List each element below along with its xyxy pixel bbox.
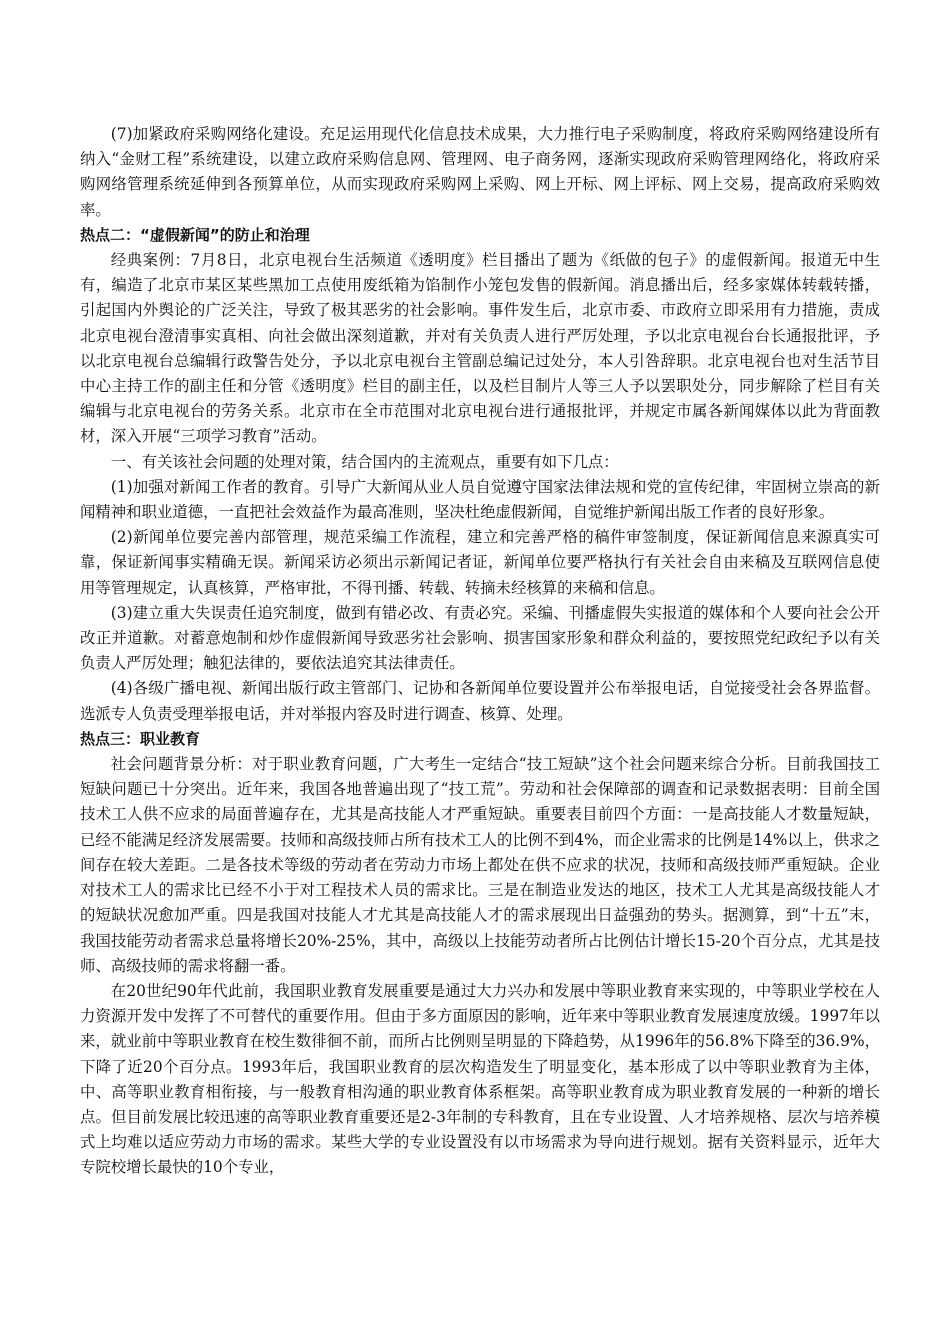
section-heading-vocational-education: 热点三：职业教育 xyxy=(80,729,201,748)
paragraph-measure-2: (2)新闻单位要完善内部管理，规范采编工作流程，建立和完善严格的稿件审签制度，保证新闻信息来源真实可靠，保证新闻事实精确无误。新闻采访必须出示新闻记者证，新闻单位要严格执行有关社会自由来稿及互联网信息使用等管理规定，认真核算，严格审批，不得刊播、转载、转摘未经核算的来稿和信息。 xyxy=(80,528,880,597)
paragraph-measure-4: (4)各级广播电视、新闻出版行政主管部门、记协和各新闻单位要设置并公布举报电话，自觉接受社会各界监督。选派专人负责受理举报电话，并对举报内容及时进行调查、核算、处理。 xyxy=(80,679,880,723)
paragraph-countermeasures-intro: 一、有关该社会问题的处理对策，结合国内的主流观点，重要有如下几点： xyxy=(110,452,619,471)
section-heading-fake-news: 热点二：“虚假新闻”的防止和治理 xyxy=(80,225,310,244)
paragraph-govt-procurement: (7)加紧政府采购网络化建设。充足运用现代化信息技术成果，大力推行电子采购制度，将政府采购网络建设所有纳入“金财工程”系统建设，以建立政府采购信息网、管理网、电子商务网，逐渐实现政府采购管理网络化，将政府采购网络管理系统延伸到各预算单位，从而实现政府采购网上采购、网上开标、网上评标、网上交易，提高政府采购效率。 xyxy=(80,125,880,219)
paragraph-measure-1: (1)加强对新闻工作者的教育。引导广大新闻从业人员自觉遵守国家法律法规和党的宣传纪律，牢固树立崇高的新闻精神和职业道德，一直把社会效益作为最高准则，坚决杜绝虚假新闻，自觉维护新闻出版工作者的良好形象。 xyxy=(80,477,880,522)
paragraph-measure-3: (3)建立重大失误责任追究制度，做到有错必改、有责必究。采编、刊播虚假失实报道的媒体和个人要向社会公开改正并道歉。对蓄意炮制和炒作虚假新闻导致恶劣社会影响、损害国家形象和群众利益的，要按照党纪政纪予以有关负责人严厉处理；触犯法律的，要依法追究其法律责任。 xyxy=(80,603,880,673)
document-page xyxy=(80,122,880,1181)
paragraph-case-study: 经典案例：7月8日，北京电视台生活频道《透明度》栏目播出了题为《纸做的包子》的虚假新闻。报道无中生有，编造了北京市某区某些黑加工点使用废纸箱为馅制作小笼包发售的假新闻。消息播出后，经多家媒体转载转播，引起国内外舆论的广泛关注，导致了极其恶劣的社会影响。事件发生后，北京市委、市政府立即采用有力措施，责成北京电视台澄清事实真相、向社会做出深刻道歉，并对有关负责人进行严厉处理，予以北京电视台台长通报批评，予以北京电视台总编辑行政警告处分，予以北京电视台主管副总编记过处分，本人引咎辞职。北京电视台也对生活节目中心主持工作的副主任和分管《透明度》栏目的副主任，以及栏目制片人等三人予以罢职处分，同步解除了栏目有关编辑与北京电视台的劳务关系。北京市在全市范围对北京电视台进行通报批评，并规定市属各新闻媒体以此为背面教材，深入开展“三项学习教育”活动。 xyxy=(80,251,880,446)
paragraph-1990s-development: 在20世纪90年代此前，我国职业教育发展重要是通过大力兴办和发展中等职业教育来实现的，中等职业学校在人力资源开发中发挥了不可替代的重要作用。但由于多方面原因的影响，近年来中等职业教育发展速度放缓。1997年以来，就业前中等职业教育在校生数徘徊不前，而所占比例则呈明显的下降趋势，从1996年的56.8%下降至的36.9%，下降了近20个百分点。1993年后，我国职业教育的层次构造发生了明显变化，基本形成了以中等职业教育为主体，中、高等职业教育相衔接，与一般教育相沟通的职业教育体系框架。高等职业教育成为职业教育发展的一种新的增长点。但目前发展比较迅速的高等职业教育重要还是2-3年制的专科教育，且在专业设置、人才培养规格、层次与培养模式上均难以适应劳动力市场的需求。某些大学的专业设置没有以市场需求为导向进行规划。据有关资料显示，近年大专院校增长最快的10个专业， xyxy=(80,981,880,1177)
paragraph-background-analysis: 社会问题背景分析：对于职业教育问题，广大考生一定结合“技工短缺”这个社会问题来综合分析。目前我国技工短缺问题已十分突出。近年来，我国各地普遍出现了“技工荒”。劳动和社会保障部的调查和记录数据表明：目前全国技术工人供不应求的局面普遍存在，尤其是高技能人才严重短缺。重要表目前四个方面：一是高技能人才数量短缺，已经不能满足经济发展需要。技师和高级技师占所有技术工人的比例不到4%，而企业需求的比例是14%以上，供求之间存在较大差距。二是各技术等级的劳动者在劳动力市场上都处在供不应求的状况，技师和高级技师严重短缺。企业对技术工人的需求比已经不小于对工程技术人员的需求比。三是在制造业发达的地区，技术工人尤其是高级技能人才的短缺状况愈加严重。四是我国对技能人才尤其是高技能人才的需求展现出日益强劲的势头。据测算，到“十五”末，我国技能劳动者需求总量将增长20%-25%，其中，高级以上技能劳动者所占比例估计增长15-20个百分点，尤其是技师、高级技师的需求将翻一番。 xyxy=(80,755,880,975)
